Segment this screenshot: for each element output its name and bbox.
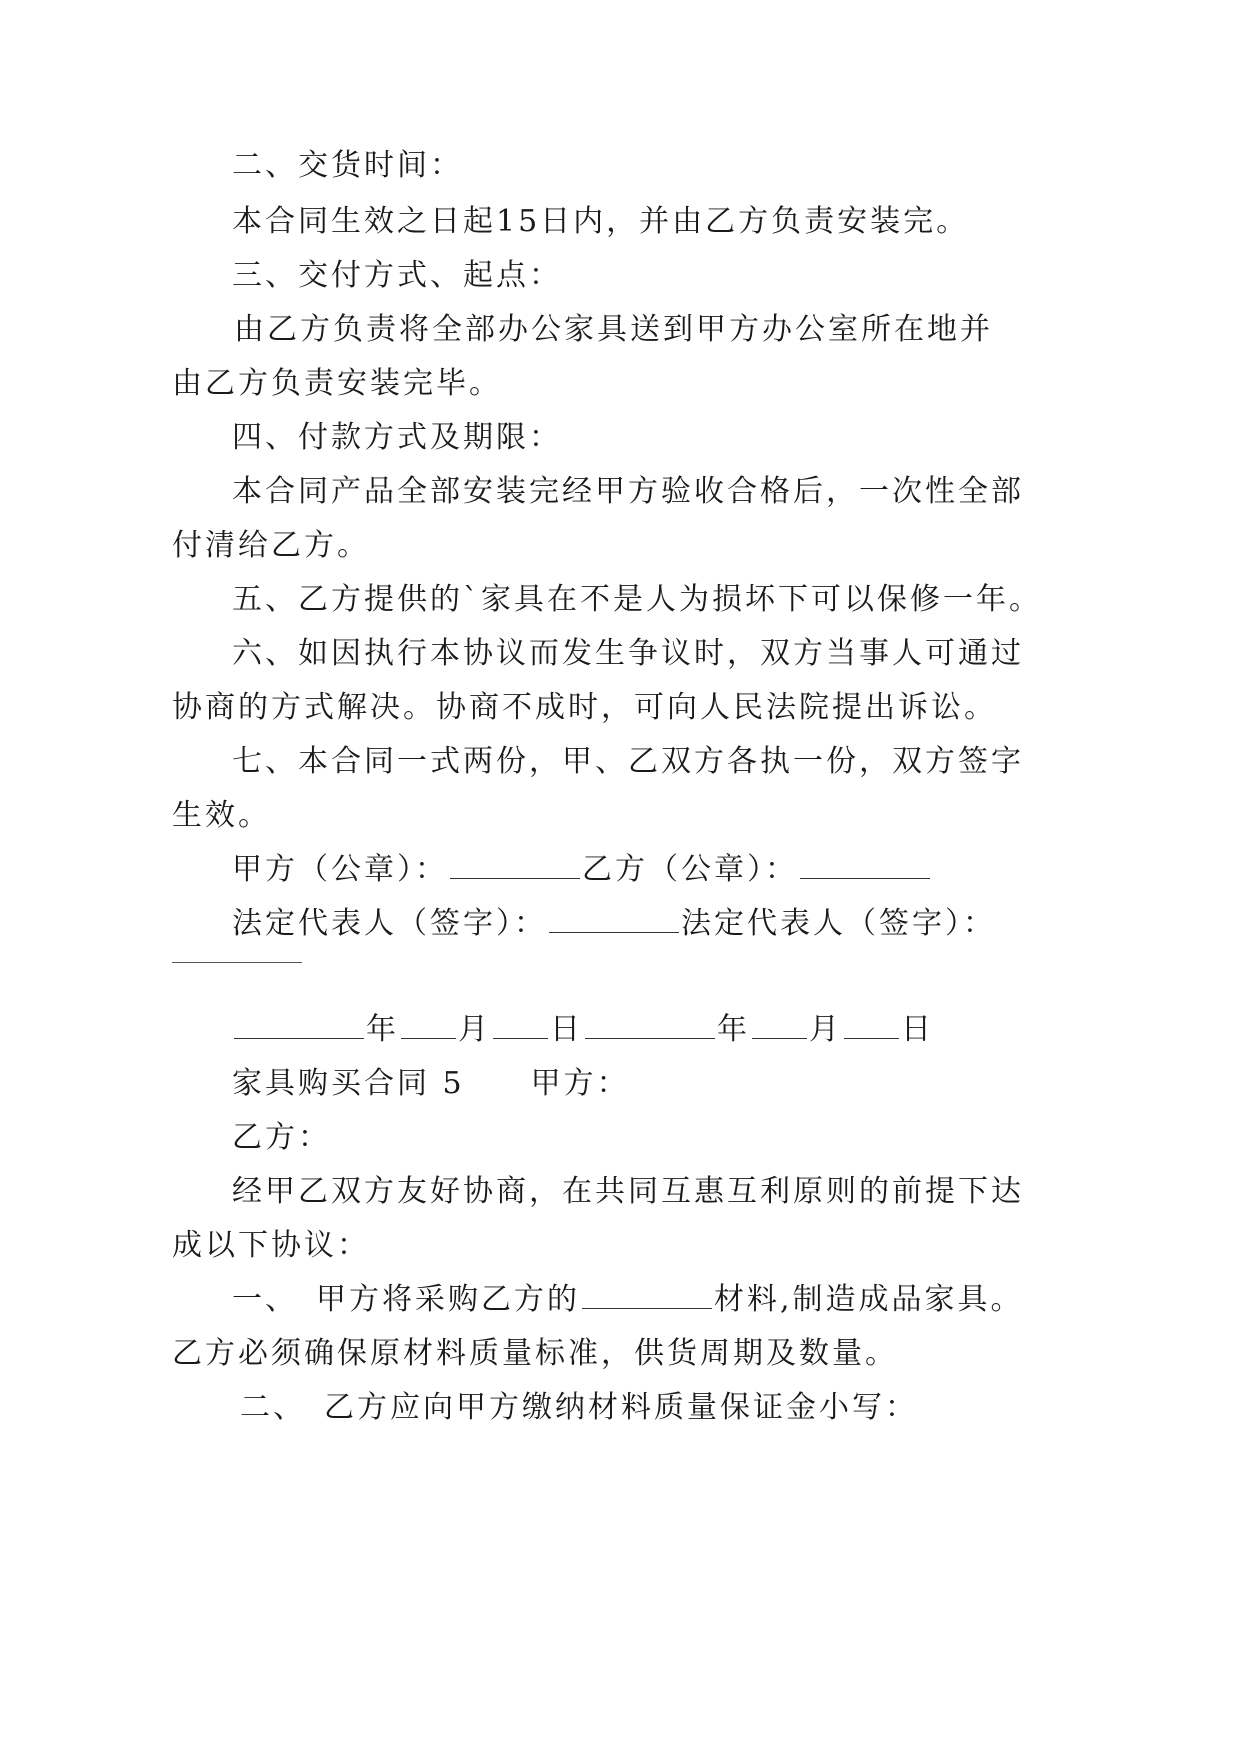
- section-4-text-line2: 付清给乙方。: [172, 528, 370, 563]
- party-a-rep-blank: [549, 906, 679, 933]
- party-b-rep-blank: [172, 962, 302, 963]
- representative-line: [232, 906, 996, 942]
- date-b-month-label: 月: [809, 1012, 842, 1047]
- section-4-heading: 四、付款方式及期限：: [232, 420, 562, 455]
- date-b-year-blank: [585, 1012, 715, 1039]
- section-6-text-line2: 协商的方式解决。协商不成时，可向人民法院提出诉讼。: [172, 690, 997, 725]
- date-b-day-label: 日: [901, 1012, 934, 1047]
- intro-text-line2: 成以下协议：: [172, 1228, 370, 1263]
- party-a-seal-blank: [450, 852, 580, 879]
- section-7-text-line2: 生效。: [172, 798, 271, 833]
- clause-2-line1: 二、 乙方应向甲方缴纳材料质量保证金小写：: [240, 1390, 918, 1425]
- section-3-text-line2: 由乙方负责安装完毕。: [172, 366, 502, 401]
- clause-1-text-a: 一、 甲方将采购乙方的: [232, 1282, 580, 1317]
- contract-5-title-line: 家具购买合同 5 甲方：: [232, 1066, 630, 1101]
- section-5-text: 五、乙方提供的`家具在不是人为损坏下可以保修一年。: [232, 582, 1042, 617]
- party-b-seal-label: 乙方（公章）：: [582, 852, 798, 887]
- party-b-line: 乙方：: [232, 1120, 331, 1155]
- party-a-seal-label: 甲方（公章）：: [232, 852, 448, 887]
- date-a-month-label: 月: [458, 1012, 491, 1047]
- party-b-seal-blank: [800, 852, 930, 879]
- section-4-text-line1: 本合同产品全部安装完经甲方验收合格后，一次性全部: [232, 474, 1024, 509]
- section-3-heading: 三、交付方式、起点：: [232, 258, 562, 293]
- clause-1-line2: 乙方必须确保原材料质量标准，供货周期及数量。: [172, 1336, 898, 1371]
- intro-text-line1: 经甲乙双方友好协商，在共同互惠互利原则的前提下达: [232, 1174, 1024, 1209]
- date-a-year-label: 年: [366, 1012, 399, 1047]
- party-a-rep-label: 法定代表人（签字）：: [232, 906, 547, 941]
- date-b-day-blank: [844, 1012, 899, 1039]
- date-a-year-blank: [234, 1012, 364, 1039]
- clause-1-line1: [232, 1282, 1024, 1318]
- section-2-heading: 二、交货时间：: [232, 148, 463, 183]
- section-6-text-line1: 六、如因执行本协议而发生争议时，双方当事人可通过: [232, 636, 1024, 671]
- section-3-text-line1: 由乙方负责将全部办公家具送到甲方办公室所在地并: [234, 312, 993, 347]
- date-a-month-blank: [401, 1012, 456, 1039]
- material-blank: [582, 1282, 712, 1309]
- clause-1-text-b: 材料,制造成品家具。: [714, 1282, 1024, 1317]
- seal-line: [232, 852, 932, 888]
- date-a-day-label: 日: [550, 1012, 583, 1047]
- section-2-text: 本合同生效之日起15日内，并由乙方负责安装完。: [232, 204, 970, 239]
- date-b-year-label: 年: [717, 1012, 750, 1047]
- date-line: [232, 1012, 934, 1048]
- section-7-text-line1: 七、本合同一式两份，甲、乙双方各执一份，双方签字: [232, 744, 1024, 779]
- date-b-month-blank: [752, 1012, 807, 1039]
- party-b-rep-label: 法定代表人（签字）：: [681, 906, 996, 941]
- date-a-day-blank: [493, 1012, 548, 1039]
